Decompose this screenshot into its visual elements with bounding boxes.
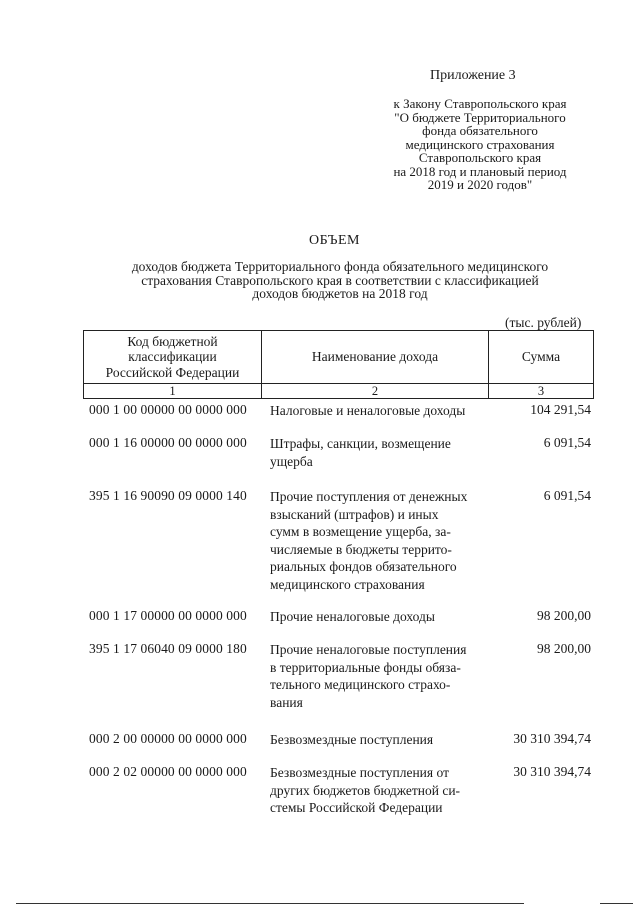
row-name	[270, 764, 485, 817]
row-name-line: сумм в возмещение ущерба, за-	[270, 524, 451, 539]
row-sum: 98 200,00	[537, 608, 591, 623]
table-header	[83, 330, 594, 399]
document-subtitle-line: доходов бюджета Территориального фонда обязательного медицинского	[131, 259, 549, 274]
row-name-line: ущерба	[270, 453, 313, 469]
row-sum: 6 091,54	[543, 488, 591, 503]
column-number: 2	[262, 384, 489, 399]
bottom-rule	[600, 903, 633, 904]
row-code: 000 1 00 00000 00 0000 000	[89, 402, 247, 417]
row-name-line: Прочие неналоговые доходы	[270, 609, 435, 624]
row-name-line: Прочие поступления от денежных	[270, 489, 468, 504]
row-code: 000 1 16 00000 00 0000 000	[89, 435, 247, 450]
appendix-subtitle-line: на 2018 год и плановый период	[393, 163, 567, 179]
row-name-line: тельного медицинского страхо-	[270, 677, 451, 692]
row-sum: 98 200,00	[537, 641, 591, 656]
row-name-line: других бюджетов бюджетной си-	[270, 782, 461, 798]
appendix-subtitle-line: "О бюджете Территориального	[394, 109, 566, 125]
appendix-title: Приложение 3	[430, 68, 516, 83]
row-name-line: вания	[270, 694, 303, 710]
column-number: 1	[84, 384, 262, 399]
row-sum: 6 091,54	[543, 435, 591, 450]
document-title: ОБЪЕМ	[308, 233, 360, 248]
header-sum: Сумма	[489, 331, 594, 384]
row-name-line: риальных фондов обязательного	[270, 559, 457, 574]
row-code: 000 2 00 00000 00 0000 000	[89, 731, 247, 746]
row-name-line: медицинского страхования	[270, 576, 425, 592]
document-subtitle	[90, 260, 590, 301]
row-name-line: Безвозмездные поступления от	[270, 765, 449, 780]
row-name-line: в территориальные фонды обяза-	[270, 659, 461, 675]
bottom-rule	[16, 903, 524, 904]
row-code: 000 1 17 00000 00 0000 000	[89, 608, 247, 623]
appendix-subtitle-line: к Закону Ставропольского края	[393, 96, 567, 111]
row-code: 395 1 16 90090 09 0000 140	[89, 488, 247, 503]
row-name-line: Штрафы, санкции, возмещение	[270, 436, 451, 451]
row-name-line: числяемые в бюджеты террито-	[270, 541, 452, 557]
header-code-line: Российской Федерации	[105, 364, 240, 380]
row-sum: 30 310 394,74	[513, 764, 591, 779]
row-name	[270, 402, 485, 420]
appendix-subtitle	[370, 97, 590, 192]
row-sum: 30 310 394,74	[513, 731, 591, 746]
header-code-line: Код бюджетной	[127, 333, 218, 349]
column-number: 3	[489, 384, 594, 399]
appendix-subtitle-line: Ставропольского края	[418, 150, 542, 165]
row-name-line: Прочие неналоговые поступления	[270, 642, 467, 657]
header-code-line: классификации	[128, 349, 217, 365]
header-name: Наименование дохода	[262, 331, 489, 384]
appendix-subtitle-line: фонда обязательного	[422, 123, 538, 138]
header-code	[84, 331, 262, 384]
row-name	[270, 608, 485, 626]
row-name	[270, 488, 485, 593]
appendix-subtitle-line: медицинского страхования	[405, 136, 555, 152]
row-name-line: Налоговые и неналоговые доходы	[270, 403, 466, 418]
appendix-subtitle-line: 2019 и 2020 годов"	[427, 177, 533, 192]
document-subtitle-line: страхования Ставропольского края в соответствии с классификацией	[141, 272, 539, 288]
row-code: 395 1 17 06040 09 0000 180	[89, 641, 247, 656]
row-name-line: Безвозмездные поступления	[270, 732, 434, 747]
row-sum: 104 291,54	[530, 402, 591, 417]
row-name	[270, 641, 485, 711]
row-name-line: стемы Российской Федерации	[270, 800, 443, 815]
row-name	[270, 731, 485, 749]
row-name	[270, 435, 485, 470]
row-name-line: взысканий (штрафов) и иных	[270, 506, 439, 522]
units-label: (тыс. рублей)	[505, 315, 582, 330]
row-code: 000 2 02 00000 00 0000 000	[89, 764, 247, 779]
document-subtitle-line: доходов бюджетов на 2018 год	[252, 286, 428, 301]
